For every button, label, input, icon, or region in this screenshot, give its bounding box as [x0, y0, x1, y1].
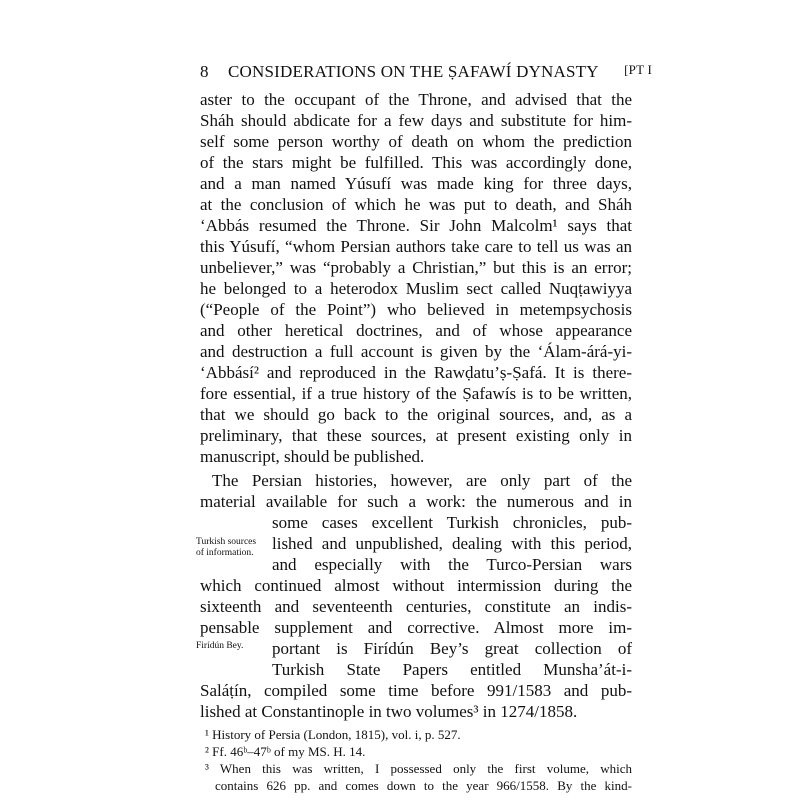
sidenote: of information.: [196, 548, 254, 558]
body-line: preliminary, that these sources, at present existing only in: [200, 426, 632, 445]
body-line: and destruction a full account is given by the ‘Álam-árá-yi-: [200, 342, 632, 361]
body-line: The Persian histories, however, are only part of the: [212, 471, 632, 490]
body-line: this Yúsufí, “whom Persian authors take care to tell us was an: [200, 237, 632, 256]
part-marker: [PT I: [624, 62, 652, 77]
sidenote: Firídún Bey.: [196, 641, 244, 651]
sidenote: Turkish sources: [196, 537, 257, 547]
body-line: lished and unpublished, dealing with this period,: [272, 534, 632, 553]
body-line: Saláṭín, compiled some time before 991/1583 and pub-: [200, 681, 632, 700]
body-line: self some person worthy of death on whom the prediction: [200, 132, 632, 151]
body-line: ‘Abbásí² and reproduced in the Rawḍatu’ṣ-Ṣafá. It is there-: [200, 363, 632, 382]
body-line: portant is Firídún Bey’s great collection of: [272, 639, 632, 658]
footnote: ¹ History of Persia (London, 1815), vol. i, p. 527.: [205, 727, 461, 742]
body-line: at the conclusion of which he was put to death, and Sháh: [200, 195, 632, 214]
body-line: (“People of the Point”) who believed in metempsychosis: [200, 300, 632, 319]
body-line: and especially with the Turco-Persian wars: [272, 555, 632, 574]
body-line: manuscript, should be published.: [200, 447, 425, 466]
body-line: lished at Constantinople in two volumes³ in 1274/1858.: [200, 702, 578, 721]
body-line: of the stars might be fulfilled. This was accordingly done,: [200, 153, 632, 172]
body-line: aster to the occupant of the Throne, and advised that the: [200, 90, 632, 109]
body-line: sixteenth and seventeenth centuries, constitute an indis-: [200, 597, 632, 616]
footnote: ² Ff. 46ᵇ–47ᵇ of my MS. H. 14.: [205, 744, 366, 759]
body-line: ‘Abbás resumed the Throne. Sir John Malcolm¹ says that: [200, 216, 632, 235]
page-number: 8: [200, 62, 209, 81]
body-line: some cases excellent Turkish chronicles, pub-: [272, 513, 632, 532]
footnote: ³ When this was written, I possessed only the first volume, which: [205, 761, 632, 776]
body-line: fore essential, if a true history of the Ṣafawís is to be written,: [200, 384, 632, 403]
body-line: material available for such a work: the numerous and in: [200, 492, 632, 511]
body-line: and a man named Yúsufí was made king for three days,: [200, 174, 632, 193]
body-line: he belonged to a heterodox Muslim sect called Nuqṭawiyya: [200, 279, 632, 298]
body-line: unbeliever,” was “probably a Christian,” but this is an error;: [200, 258, 632, 277]
body-line: which continued almost without intermission during the: [200, 576, 632, 595]
running-header: [200, 62, 652, 84]
body-line: Sháh should abdicate for a few days and substitute for him-: [200, 111, 632, 130]
body-line: that we should go back to the original sources, and, as a: [200, 405, 632, 424]
body-line: and other heretical doctrines, and of whose appearance: [200, 321, 632, 340]
running-title: CONSIDERATIONS ON THE ṢAFAWÍ DYNASTY: [228, 62, 599, 81]
body-line: Turkish State Papers entitled Munsha’át-i-: [272, 660, 632, 679]
body-line: pensable supplement and corrective. Almost more im-: [200, 618, 632, 637]
footnote: contains 626 pp. and comes down to the year 966/1558. By the kind-: [215, 778, 632, 793]
